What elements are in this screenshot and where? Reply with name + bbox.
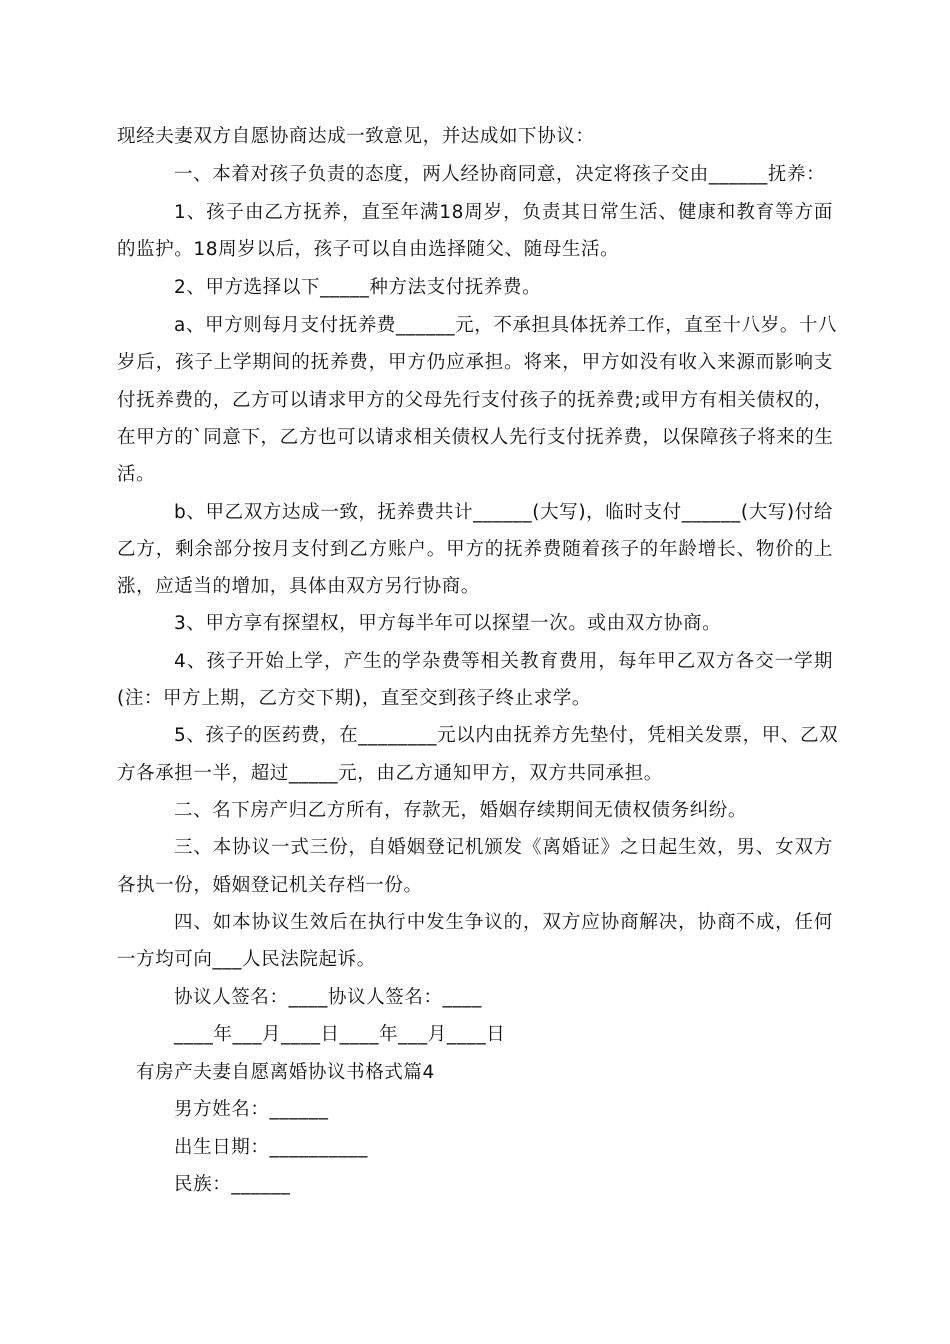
clause-three-line-1: 三、本协议一式三份，自婚姻登记机颁发《离婚证》之日起生效，男、女双方: [174, 837, 833, 858]
item-a-line-4: 在甲方的`同意下，乙方也可以请求相关债权人先行支付抚养费，以保障孩子将来的生: [117, 427, 834, 448]
birth-date-field: 出生日期：__________: [174, 1137, 369, 1158]
item-b-line-1: b、甲乙双方达成一致，抚养费共计______(大写)，临时支付______(大写)付给: [174, 502, 833, 523]
clause-two-line: 二、名下房产归乙方所有，存款无，婚姻存续期间无债权债务纠纷。: [174, 800, 748, 821]
item-b-line-2: 乙方，剩余部分按月支付到乙方账户。甲方的抚养费随着孩子的年龄增长、物价的上: [117, 539, 833, 560]
item-5-line-1: 5、孩子的医药费，在________元以内由抚养方先垫付，凭相关发票，甲、乙双: [174, 725, 839, 746]
item-4-line-2: (注：甲方上期，乙方交下期)，直至交到孩子终止求学。: [117, 688, 592, 709]
ethnicity-field: 民族：______: [174, 1174, 291, 1195]
signature-line: 协议人签名：____协议人签名：____: [174, 987, 483, 1008]
item-b-line-3: 涨，应适当的增加，具体由双方另行协商。: [117, 576, 480, 597]
clause-three-line-2: 各执一份，婚姻登记机关存档一份。: [117, 875, 423, 896]
item-a-line-1: a、甲方则每月支付抚养费______元，不承担具体抚养工作，直至十八岁。十八: [174, 315, 838, 336]
section-heading: 有房产夫妻自愿离婚协议书格式篇4: [136, 1062, 435, 1083]
item-3-line: 3、甲方享有探望权，甲方每半年可以探望一次。或由双方协商。: [174, 613, 722, 634]
clause-four-line-2: 一方均可向___人民法院起诉。: [117, 949, 376, 970]
clause-four-line-1: 四、如本协议生效后在执行中发生争议的，双方应协商解决，协商不成，任何: [174, 912, 833, 933]
item-4-line-1: 4、孩子开始上学，产生的学杂费等相关教育费用，每年甲乙双方各交一学期: [174, 651, 833, 672]
item-a-line-3: 付抚养费的，乙方可以请求甲方的父母先行支付孩子的抚养费;或甲方有相关债权的，: [117, 390, 833, 411]
item-1-line-2: 的监护。18周岁以后，孩子可以自由选择随父、随母生活。: [117, 239, 620, 260]
item-a-line-5: 活。: [117, 464, 156, 485]
item-5-line-2: 方各承担一半，超过_____元，由乙方通知甲方，双方共同承担。: [117, 763, 663, 784]
item-a-line-2: 岁后，孩子上学期间的抚养费，甲方仍应承担。将来，甲方如没有收入来源而影响支: [117, 352, 833, 373]
intro-line: 现经夫妻双方自愿协商达成一致意见，并达成如下协议：: [117, 126, 595, 147]
male-name-field: 男方姓名：______: [174, 1099, 329, 1120]
item-1-line-1: 1、孩子由乙方抚养，直至年满18周岁，负责其日常生活、健康和教育等方面: [174, 202, 833, 223]
clause-one-line: 一、本着对孩子负责的态度，两人经协商同意，决定将孩子交由______抚养：: [174, 164, 826, 185]
date-line: ____年___月____日____年___月____日: [174, 1024, 506, 1045]
item-2-line: 2、甲方选择以下_____种方法支付抚养费。: [174, 277, 542, 298]
